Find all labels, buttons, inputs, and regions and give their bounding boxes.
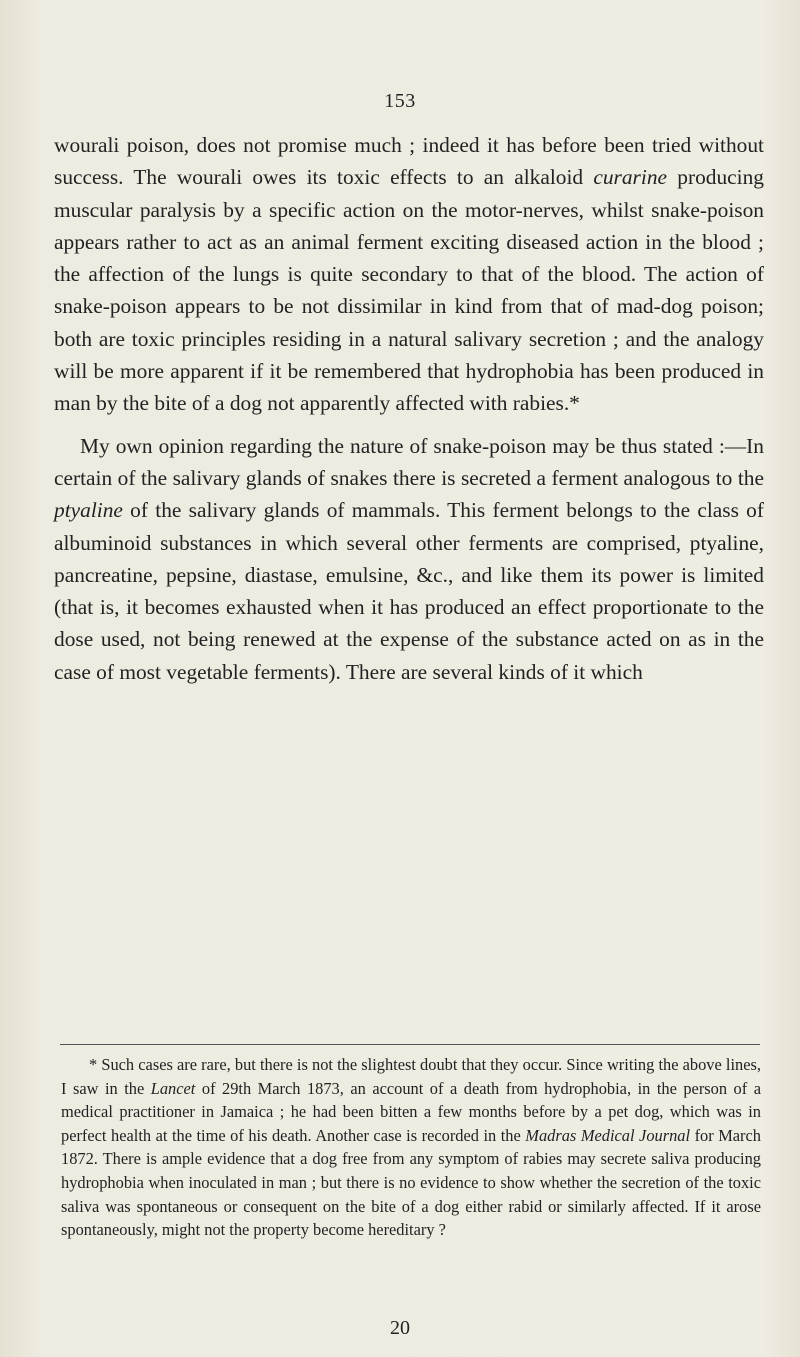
paragraph-1-line-2: been tried without success. The wourali owes its toxic <box>54 133 764 190</box>
paragraph-1-italic-curarine: curarine <box>593 165 668 190</box>
paragraph-1 <box>54 129 764 420</box>
paragraph-1-text-a: effects to an alkaloid <box>390 165 594 190</box>
footnote-divider <box>60 1044 760 1045</box>
paragraph-2-text-a: My own opinion regarding the nature of snake-poison may be thus stated :—In certain of the salivary glands of snakes there is secreted a ferment analogous to the <box>54 433 764 490</box>
signature-mark: 20 <box>390 1317 410 1339</box>
paragraph-2 <box>54 430 764 688</box>
body-text <box>54 129 764 688</box>
footnote <box>61 1053 761 1242</box>
paragraph-1-line-1: wourali poison, does not promise much ; indeed it has before <box>54 133 597 157</box>
footnote-text-a: * Such cases are rare, but there is not the slightest doubt that they occur. Since writing the above lines, I saw in the <box>61 1055 761 1098</box>
footnote-text-b: of 29th March 1873, an account of a death from hydrophobia, in the person of a medical practitioner in Jamaica ; he had been bitten a few months before by a pet dog, which was in perfect health at the time of his death. Another case is recorded in the <box>61 1078 761 1145</box>
footnote-text-c: for March 1872. There is ample evidence that a dog free from any symptom of rabies may secrete saliva producing hydrophobia when inoculated in man ; but there is no evidence to show whether the secretion of the toxic saliva was spontaneous or consequent on the bite of a dog either rabid or similarly affected. If it arose spontaneously, might not the property become hereditary ? <box>61 1125 761 1240</box>
paragraph-2-text-b: of the salivary glands of mammals. This ferment belongs to the class of albuminoid substances in which several other ferments are comprised, ptyaline, pancreatine, pepsine, diastase, emulsine, &c., and like them its power is limited (that is, it becomes exhausted when it has produced an effect proportionate to the dose used, not being renewed at the expense of the substance acted on as in the case of most vegetable ferments). There are several kinds of it which <box>54 498 764 684</box>
page-number: 153 <box>384 90 416 112</box>
paragraph-2-italic-ptyaline: ptyaline <box>54 498 123 523</box>
footnote-italic-journal: Madras Medical Journal <box>525 1125 691 1145</box>
footnote-italic-lancet: Lancet <box>150 1078 196 1098</box>
paragraph-1-text-b: producing muscular paralysis by a specific action on the motor-nerves, whilst snake-poison appears rather to act as an animal ferment exciting diseased action in the blood ; the affection of the lungs is quite secondary to that of the blood. The action of snake-poison appears to be not dissimilar in kind from that of mad-dog poison; both are toxic principles residing in a natural salivary secretion ; and the analogy will be more apparent if it be remembered that hydrophobia has been produced in man by the bite of a dog not apparently affected with rabies.* <box>54 165 764 416</box>
